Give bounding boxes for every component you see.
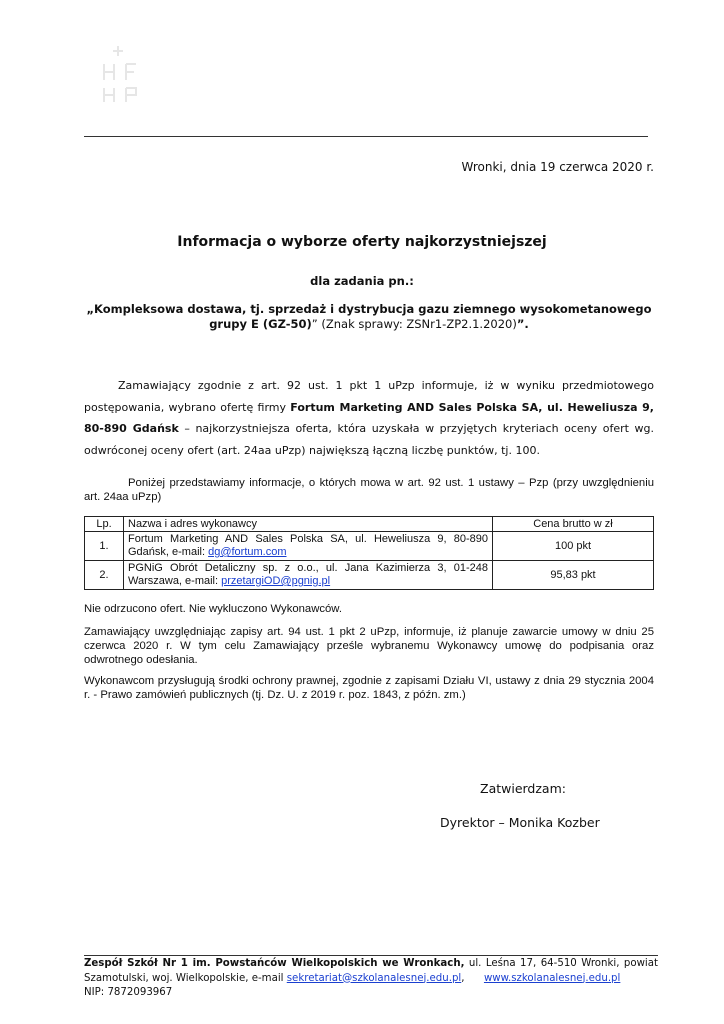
paragraph-selection (84, 375, 654, 461)
footer-separator: , (461, 972, 484, 984)
director-signature: Dyrektor – Monika Kozber (440, 815, 600, 830)
header-lp: Lp. (85, 517, 124, 532)
row-address: PGNiG Obrót Detaliczny sp. z o.o., ul. Jana Kazimierza 3, 01-248 Warszawa, e-mail: (128, 562, 488, 587)
school-logo-icon (96, 42, 148, 108)
row-address: Fortum Marketing AND Sales Polska SA, ul. Heweliusza 9, 80-890 Gdańsk, e-mail: (128, 533, 488, 558)
row-email-link[interactable]: przetargiOD@pgnig.pl (221, 575, 331, 587)
row-email-link[interactable]: dg@fortum.com (208, 546, 287, 558)
document-subtitle: dla zadania pn.: (310, 274, 414, 288)
document-title: Informacja o wyborze oferty najkorzystniejszej (177, 234, 547, 250)
footer-website-link[interactable]: www.szkolanalesnej.edu.pl (483, 972, 621, 984)
paragraph-info (84, 476, 654, 504)
footer-rule (84, 955, 658, 956)
table-row (85, 532, 654, 561)
subject-bold: „Kompleksowa dostawa, tj. sprzedaż i dystrybucja gazu ziemnego wysokometanowego grupy E (GZ-50) (86, 302, 652, 331)
footer (84, 957, 658, 1001)
header-name: Nazwa i adres wykonawcy (124, 517, 493, 532)
approval-label: Zatwierdzam: (480, 781, 566, 796)
paragraph-rejections: Nie odrzucono ofert. Nie wykluczono Wykonawców. (84, 603, 342, 615)
table-row (85, 561, 654, 590)
footer-email-link[interactable]: sekretariat@szkolanalesnej.edu.pl (286, 972, 462, 984)
header-price: Cena brutto w zł (493, 517, 654, 532)
school-logo (96, 42, 148, 108)
paragraph-selection-after: – najkorzystniejsza oferta, która uzyskała w przyjętych kryteriach oceny ofert wg. odwróconej oceny ofert (art. 24aa uPzp) największą łączną liczbę punktów, tj. 100. (84, 422, 654, 457)
row-lp: 1. (85, 532, 124, 561)
offers-table (84, 516, 654, 590)
header-rule (84, 136, 648, 137)
row-contractor (124, 532, 493, 561)
winning-company: Fortum Marketing AND Sales Polska SA, ul. Heweliusza 9, 80-890 Gdańsk (84, 400, 654, 435)
row-lp: 2. (85, 561, 124, 590)
paragraph-contract: Zamawiający uwzględniając zapisy art. 94 ust. 1 pkt 2 uPzp, informuje, iż planuje zawarcie umowy w dniu 25 czerwca 2020 r. W tym celu Zamawiający prześle wybranemu Wykonawcy umowę do podpisania oraz odwrotnego odesłania. (84, 626, 654, 666)
dateline: Wronki, dnia 19 czerwca 2020 r. (461, 160, 654, 174)
footer-address: ul. Leśna 17, 64-510 Wronki, powiat Szamotulski, woj. Wielkopolskie, e-mail (84, 958, 658, 984)
paragraph-legal-remedies: Wykonawcom przysługują środki ochrony prawnej, zgodnie z zapisami Działu VI, ustawy z dnia 29 stycznia 2004 r. - Prawo zamówień publicznych (tj. Dz. U. z 2019 r. poz. 1843, z późn. zm.) (84, 675, 654, 701)
paragraph-selection-before: Zamawiający zgodnie z art. 92 ust. 1 pkt 1 uPzp informuje, iż w wyniku przedmiotowego postępowania, wybrano ofertę firmy (84, 379, 654, 414)
subject-case-number: ” (Znak sprawy: ZSNr1-ZP2.1.2020) (311, 317, 517, 331)
subject-end: ”. (516, 317, 529, 331)
footer-school-name: Zespół Szkół Nr 1 im. Powstańców Wielkopolskich we Wronkach, (84, 958, 465, 969)
procurement-subject (84, 302, 654, 332)
paragraph-info-text: Poniżej przedstawiamy informacje, o których mowa w art. 92 ust. 1 ustawy – Pzp (przy uwzględnieniu art. 24aa uPzp) (84, 477, 654, 503)
row-price: 100 pkt (493, 532, 654, 561)
footer-nip: NIP: 7872093967 (84, 987, 173, 998)
table-header-row (85, 517, 654, 532)
row-contractor (124, 561, 493, 590)
row-price: 95,83 pkt (493, 561, 654, 590)
